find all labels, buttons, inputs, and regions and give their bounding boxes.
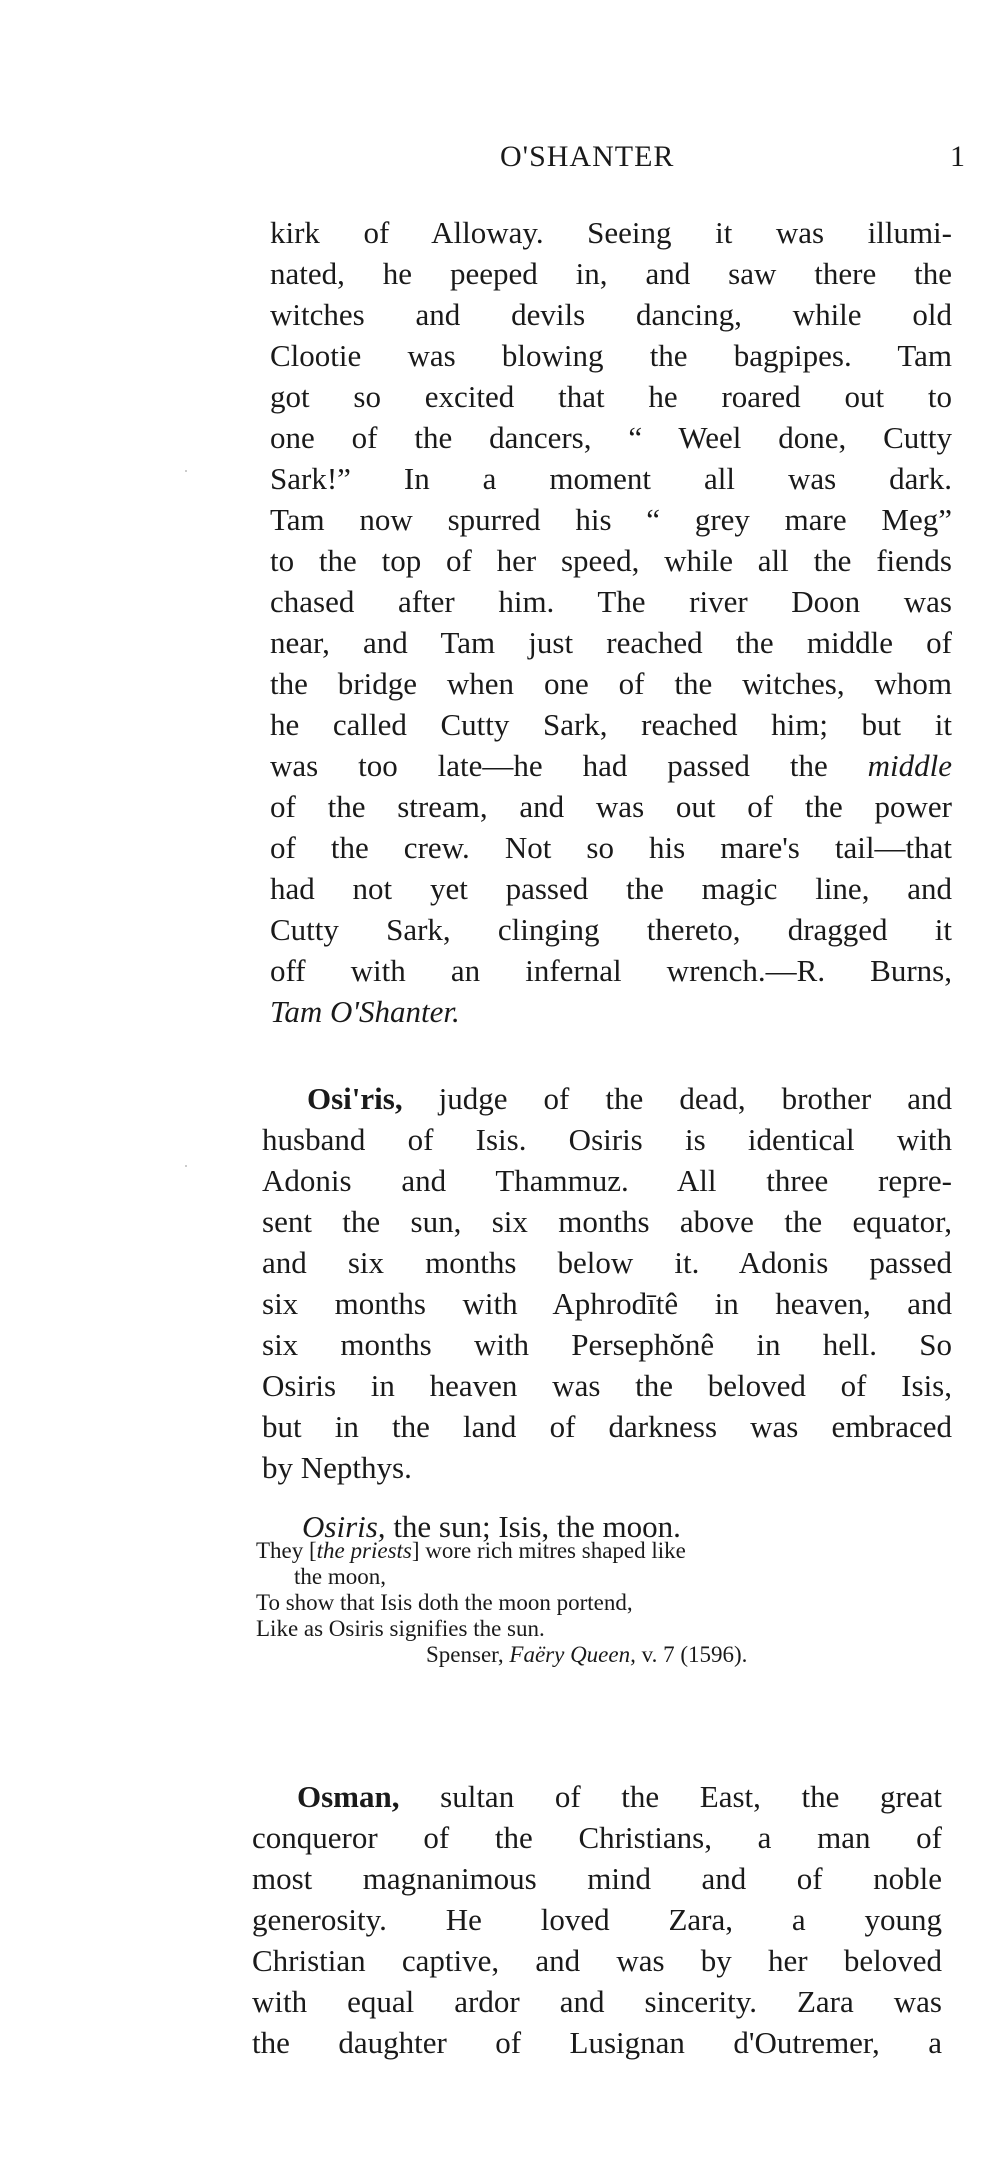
text-line: Osiris in heaven was the beloved of Isis, [262, 1368, 952, 1403]
text-line: Christian captive, and was by her beloved [252, 1943, 942, 1978]
attribution-title: Faëry Queen, [509, 1642, 636, 1667]
verse-text: ] wore rich mitres shaped like [411, 1538, 686, 1563]
text-line: he called Cutty Sark, reached him; but it [270, 707, 952, 742]
text-line: Adonis and Thammuz. All three repre- [262, 1163, 952, 1198]
text-line: sent the sun, six months above the equator, [262, 1204, 952, 1239]
verse-quotation [256, 1538, 916, 1668]
page-header [0, 140, 1000, 180]
entry-term: Osman, [297, 1779, 400, 1814]
text-line: kirk of Alloway. Seeing it was illumi- [270, 215, 952, 250]
margin-mark [185, 1165, 187, 1167]
running-head: O'SHANTER [500, 140, 675, 173]
text-line: of the stream, and was out of the power [270, 789, 952, 824]
text-line: near, and Tam just reached the middle of [270, 625, 952, 660]
text-line: by Nepthys. [262, 1450, 412, 1485]
verse-attribution [256, 1642, 916, 1668]
text-line: to the top of her speed, while all the fiends [270, 543, 952, 578]
attribution-author: Spenser, [426, 1642, 504, 1667]
entry-osman [252, 1776, 942, 2063]
entry-continuation-tam-oshanter [270, 212, 952, 1032]
source-title: Tam O'Shanter. [270, 994, 460, 1029]
text-line: and six months below it. Adonis passed [262, 1245, 952, 1280]
text-line: nated, he peeped in, and saw there the [270, 256, 952, 291]
text-segment: judge of the dead, brother and [438, 1081, 952, 1116]
text-line: most magnanimous mind and of noble [252, 1861, 942, 1896]
text-line: the daughter of Lusignan d'Outremer, a [252, 2025, 942, 2060]
verse-italic: the priests [316, 1538, 412, 1563]
text-line: witches and devils dancing, while old [270, 297, 952, 332]
text-line: had not yet passed the magic line, and [270, 871, 952, 906]
text-line: off with an infernal wrench.—R. Burns, [270, 953, 952, 988]
text-line: got so excited that he roared out to [270, 379, 952, 414]
attribution-ref: v. 7 (1596). [641, 1642, 748, 1667]
text-line: but in the land of darkness was embraced [262, 1409, 952, 1444]
aside-italic: Osiris, [302, 1509, 386, 1544]
text-line: with equal ardor and sincerity. Zara was [252, 1984, 942, 2019]
verse-line: Like as Osiris signifies the sun. [256, 1616, 545, 1641]
text-line [270, 745, 952, 786]
verse-text: They [ [256, 1538, 317, 1563]
text-line: conqueror of the Christians, a man of [252, 1820, 942, 1855]
entry-first-line [262, 1078, 952, 1119]
page-number: 1 [950, 140, 965, 173]
text-segment: sultan of the East, the great [440, 1779, 942, 1814]
text-segment: was too late—he had passed the [270, 748, 828, 783]
entry-term: Osi'ris, [307, 1081, 403, 1116]
entry-first-line [252, 1776, 942, 1817]
text-line: six months with Aphrodītê in heaven, and [262, 1286, 952, 1321]
text-line: husband of Isis. Osiris is identical with [262, 1122, 952, 1157]
text-line: one of the dancers, “ Weel done, Cutty [270, 420, 952, 455]
text-line: Sark!” In a moment all was dark. [270, 461, 952, 496]
verse-line: the moon, [294, 1564, 386, 1589]
margin-mark [185, 470, 187, 472]
text-line: the bridge when one of the witches, whom [270, 666, 952, 701]
text-line: of the crew. Not so his mare's tail—that [270, 830, 952, 865]
text-line: Clootie was blowing the bagpipes. Tam [270, 338, 952, 373]
entry-osiris [262, 1078, 952, 1547]
text-line: Tam now spurred his “ grey mare Meg” [270, 502, 952, 537]
text-line: chased after him. The river Doon was [270, 584, 952, 619]
italic-word: middle [867, 748, 952, 783]
aside-text: the sun; Isis, the moon. [393, 1509, 681, 1544]
text-line: generosity. He loved Zara, a young [252, 1902, 942, 1937]
verse-line: To show that Isis doth the moon portend, [256, 1590, 633, 1615]
text-line: six months with Persephŏnê in hell. So [262, 1327, 952, 1362]
text-line: Cutty Sark, clinging thereto, dragged it [270, 912, 952, 947]
verse-line [256, 1538, 916, 1564]
